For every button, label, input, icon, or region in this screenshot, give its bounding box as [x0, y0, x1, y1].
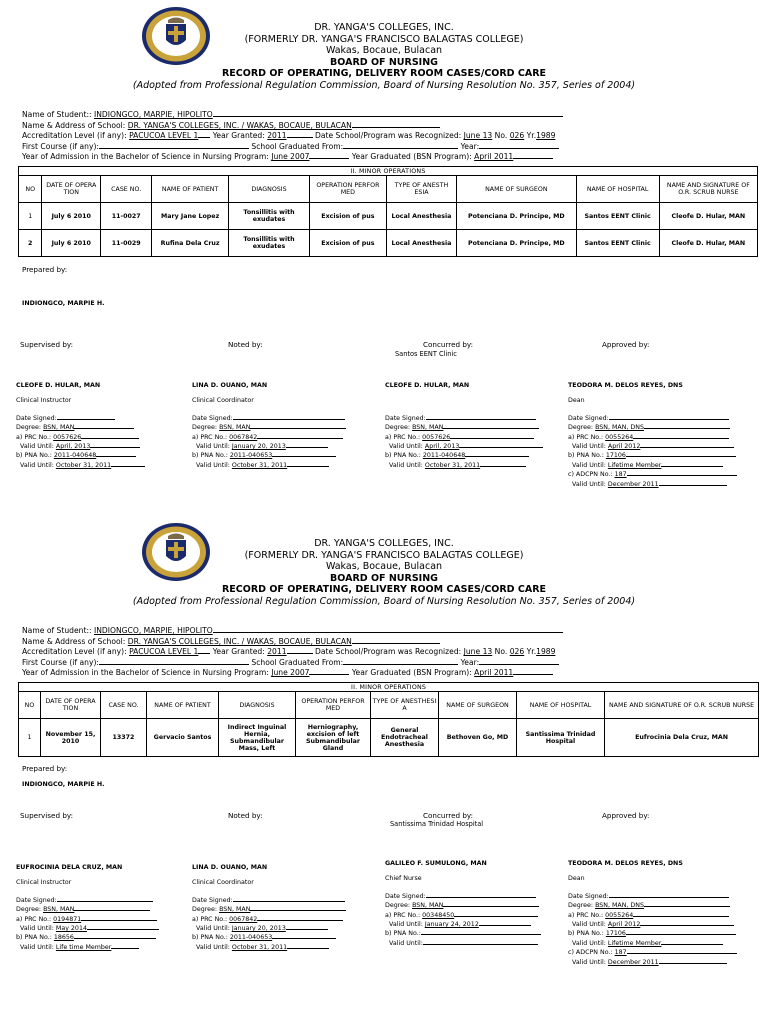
table-row: 2 July 6 2010 11-0029 Rufina Dela Cruz Tonsillitis with exudates Excision of pus Local Anesthesia Potenciana D. Principe, MD Santos EENT Clinic Cleofe D. Hular, MAN: [19, 230, 758, 257]
col-header: OPERATION PERFOR MED: [310, 176, 387, 203]
table-title: II. MINOR OPERATIONS: [19, 167, 758, 176]
adopted-note: (Adopted from Professional Regulation Commission, Board of Nursing Resolution No. 357, Series of 2004): [132, 79, 636, 91]
institution-name: DR. YANGA'S COLLEGES, INC.: [314, 22, 454, 33]
signatory-block: LINA D. OUANO, MAN Clinical Coordinator Date Signed: Degree: BSN, MAN a) PRC No.: 0067842 Valid Until: January 20, 2013 b) PNA No.: 2011-040653 Valid Until: October 31, 2011: [192, 864, 346, 951]
concurred-by-label: Concurred by:: [423, 340, 474, 349]
minor-operations-table: [18, 166, 758, 257]
noted-by-label: Noted by:: [228, 340, 263, 349]
col-header: NAME OF SURGEON: [457, 176, 576, 203]
prepared-by-name: INDIONGCO, MARPIE H.: [22, 781, 105, 788]
concurred-org: Santos EENT Clinic: [395, 350, 457, 358]
prepared-by-name: INDIONGCO, MARPIE H.: [22, 300, 105, 307]
col-header: NAME AND SIGNATURE OF O.R. SCRUB NURSE: [659, 176, 757, 203]
col-header: NAME OF PATIENT: [152, 176, 229, 203]
form-section-2: DR. YANGA'S COLLEGES, INC. (FORMERLY DR. YANGA'S FRANCISCO BALAGTAS COLLEGE) Wakas, Bocaue, Bulacan BOARD OF NURSING RECORD OF OPERATING, DELIVERY ROOM CASES/CORD CARE (Adopted from Professional Regulation Commission, Board of Nursing Resolution No. 357, Series of 2004) Name of Student:: INDIONGCO, MARPIE, HIPOLITO Name & Address of School: DR. YANGA'S COLLEGES, INC. / WAKAS, BOCAUE, BULACAN Accreditation Level (if any): PACUCOA LEVEL 1 Year Granted: 2011 Date School/Program was Recognized: June 13 No. 026 Yr.1989 First Course (if any): School Graduated From: Year: Year of Admission in the Bachelor of Science in Nursing Program: June 2007 Year Graduated (BSN Program): April 2011 II. MINOR OPERATIONS NO DATE OF OPERA TION CASE NO. NAME OF PATIENT DIAGNOSIS OPERATION PERFOR MED TYPE OF ANESTHESI A NAME OF SURGEON NAME OF HOSPITAL NAME AND SIGNATURE OF O.R. SCRUB NURSE 1 November 15, 2010 13372 Gervacio Santos Indirect Inguinal Hernia, Submandibular Mass, Left Herniography, excision of left Submandibular Gland General Endotracheal Anesthesia Bethoven Go, MD Santissima Trinidad Hospital Eufrocinia Dela Cruz, MAN Prepared by: INDIONGCO, MARPIE H. Supervised by: Noted by: Concurred by: Santissima Trinidad Hospital Approved by: EUFROCINIA DELA CRUZ, MAN Clinical Instructor Date Signed: Degree: BSN, MAN a) PRC No.: 0194871 Valid Until: May 2014 b) PNA No.: 18656 Valid Until: Life time Member LINA D. OUANO, MAN Clinical Coordinator Date Signed: Degree: BSN, MAN a) PRC No.: 0067842 Valid Until: January 20, 2013 b) PNA No.: 2011-040653 Valid Until: October 31, 2011 GALILEO F. SUMULONG, MAN Chief Nurse Date Signed: Degree: BSN, MAN a) PRC No.: 00348450 Valid Until: January 24, 2012 b) PNA No.: Valid Until: TEODORA M. DELOS REYES, DNS Dean Date Signed: Degree: BSN, MAN, DNS a) PRC No.: 0055264 Valid Until: April 2012 b) PNA No.: 17106 Valid Until: Lifetime Member c) ADCPN No.: 187 Valid Until: December 2011: [0, 516, 768, 1024]
board-title: BOARD OF NURSING: [330, 56, 438, 68]
institution-address: Wakas, Bocaue, Bulacan: [325, 45, 443, 56]
former-name: (FORMERLY DR. YANGA'S FRANCISCO BALAGTAS COLLEGE): [244, 33, 524, 45]
col-header: NO: [19, 176, 42, 203]
signatory-title: Clinical Instructor: [16, 397, 72, 405]
record-title: RECORD OF OPERATING, DELIVERY ROOM CASES/CORD CARE: [221, 68, 547, 79]
table-row: 1 July 6 2010 11-0027 Mary Jane Lopez Tonsillitis with exudates Excision of pus Local Anesthesia Potenciana D. Principe, MD Santos EENT Clinic Cleofe D. Hular, MAN: [19, 203, 758, 230]
signatory-block: GALILEO F. SUMULONG, MAN Chief Nurse Date Signed: Degree: BSN, MAN a) PRC No.: 00348450 Valid Until: January 24, 2012 b) PNA No.: Valid Until:: [385, 860, 541, 947]
signatory-block: CLEOFE D. HULAR, MAN Date Signed: Degree: BSN, MAN a) PRC No.: 0057626 Valid Until: April, 2013 b) PNA No.: 2011-040648 Valid Until: October 31, 2011: [385, 382, 543, 469]
signatory-block: EUFROCINIA DELA CRUZ, MAN Clinical Instructor Date Signed: Degree: BSN, MAN a) PRC No.: 0194871 Valid Until: May 2014 b) PNA No.: 18656 Valid Until: Life time Member: [16, 864, 159, 951]
minor-operations-table: II. MINOR OPERATIONS NO DATE OF OPERA TION CASE NO. NAME OF PATIENT DIAGNOSIS OPERATION PERFOR MED TYPE OF ANESTHESI A NAME OF SURGEON NAME OF HOSPITAL NAME AND SIGNATURE OF O.R. SCRUB NURSE 1 November 15, 2010 13372 Gervacio Santos Indirect Inguinal Hernia, Submandibular Mass, Left Herniography, excision of left Submandibular Gland General Endotracheal Anesthesia Bethoven Go, MD Santissima Trinidad Hospital Eufrocinia Dela Cruz, MAN: [18, 682, 759, 757]
student-name-value: INDIONGCO, MARPIE, HIPOLITO: [93, 110, 213, 119]
form-header: DR. YANGA'S COLLEGES, INC. (FORMERLY DR. YANGA'S FRANCISCO BALAGTAS COLLEGE) Wakas, Bocaue, Bulacan BOARD OF NURSING RECORD OF OPERATING, DELIVERY ROOM CASES/CORD CARE (Adopted from Professional Regulation Commission, Board of Nursing Resolution No. 357, Series of 2004): [132, 538, 636, 607]
table-header-row: NO DATE OF OPERA TION CASE NO. NAME OF PATIENT DIAGNOSIS OPERATION PERFOR MED TYPE OF ANESTHESI A NAME OF SURGEON NAME OF HOSPITAL NAME AND SIGNATURE OF O.R. SCRUB NURSE: [19, 692, 759, 719]
prepared-by-label: Prepared by:: [22, 764, 68, 773]
col-header: DIAGNOSIS: [229, 176, 310, 203]
col-header: DATE OF OPERA TION: [42, 176, 101, 203]
form-section-1: [0, 0, 768, 500]
table-row: 1 November 15, 2010 13372 Gervacio Santos Indirect Inguinal Hernia, Submandibular Mass, Left Herniography, excision of left Submandibular Gland General Endotracheal Anesthesia Bethoven Go, MD Santissima Trinidad Hospital Eufrocinia Dela Cruz, MAN: [19, 719, 759, 757]
table-header-row: [19, 176, 758, 203]
col-header: TYPE OF ANESTH ESIA: [386, 176, 456, 203]
col-header: CASE NO.: [101, 176, 152, 203]
school-value: DR. YANGA'S COLLEGES, INC. / WAKAS, BOCAUE, BULACAN: [127, 120, 352, 130]
signatory-block: CLEOFE D. HULAR, MAN Clinical Instructor Date Signed: Degree: BSN, MAN a) PRC No.: 0057626 Valid Until: April, 2013 b) PNA No.: 2011-040648 Valid Until: October 31, 2011: [16, 382, 145, 469]
signatory-block: LINA D. OUANO, MAN Clinical Coordinator Date Signed: Degree: BSN, MAN a) PRC No.: 0067842 Valid Until: January 20, 2013 b) PNA No.: 2011-040653 Valid Until: October 31, 2011: [192, 382, 346, 469]
approved-by-label: Approved by:: [602, 340, 650, 349]
signatory-block: TEODORA M. DELOS REYES, DNS Dean Date Signed: Degree: BSN, MAN, DNS a) PRC No.: 0055264 Valid Until: April 2012 b) PNA No.: 17106 Valid Until: Lifetime Member c) ADCPN No.: 187 Valid Until: December 2011: [568, 860, 737, 966]
student-info: Name of Student:: INDIONGCO, MARPIE, HIPOLITO Name & Address of School: DR. YANGA'S COLLEGES, INC. / WAKAS, BOCAUE, BULACAN Accreditation Level (if any): PACUCOA LEVEL 1 Year Granted: 2011 Date School/Program was Recognized: June 13 No. 026 Yr.1989 First Course (if any): School Graduated From: Year: Year of Admission in the Bachelor of Science in Nursing Program: June 2007 Year Graduated (BSN Program): April 2011: [22, 109, 563, 162]
col-header: NAME OF HOSPITAL: [576, 176, 659, 203]
prepared-by-label: Prepared by:: [22, 265, 68, 274]
supervised-by-label: Supervised by:: [20, 340, 74, 349]
signatory-block: TEODORA M. DELOS REYES, DNS Dean Date Signed: Degree: BSN, MAN, DNS a) PRC No.: 0055264 Valid Until: April 2012 b) PNA No.: 17106 Valid Until: Lifetime Member c) ADCPN No.: 187 Valid Until: December 2011: [568, 382, 737, 488]
student-info: Name of Student:: INDIONGCO, MARPIE, HIPOLITO Name & Address of School: DR. YANGA'S COLLEGES, INC. / WAKAS, BOCAUE, BULACAN Accreditation Level (if any): PACUCOA LEVEL 1 Year Granted: 2011 Date School/Program was Recognized: June 13 No. 026 Yr.1989 First Course (if any): School Graduated From: Year: Year of Admission in the Bachelor of Science in Nursing Program: June 2007 Year Graduated (BSN Program): April 2011: [22, 625, 563, 678]
signatory-name: CLEOFE D. HULAR, MAN: [16, 382, 101, 389]
form-header: [0, 22, 768, 91]
